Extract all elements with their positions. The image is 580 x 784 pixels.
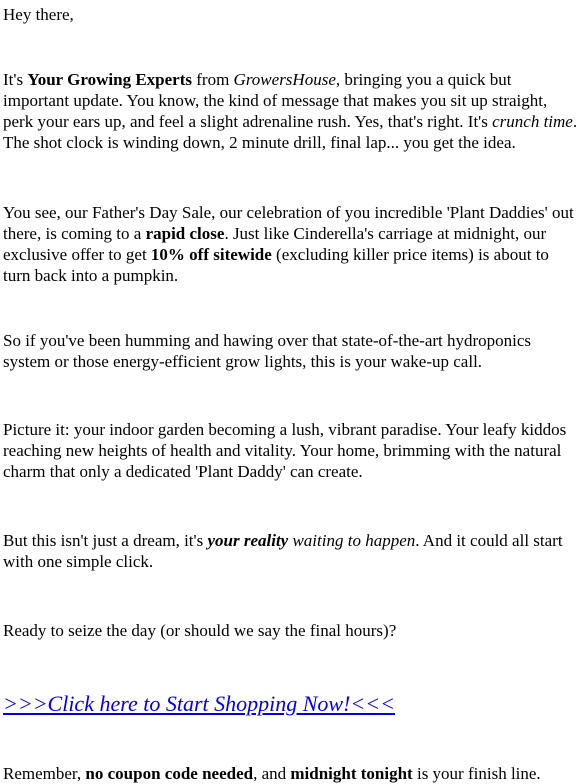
text: Remember, [3,764,86,783]
emphasis: waiting to happen [292,531,416,550]
text: . Just like Cinderella's carriage at midnight, our exclusive offer to get [3,224,547,264]
emphasis: no coupon code needed [85,764,254,783]
text: . And it could all start with one simple click. [3,531,563,571]
text: It's [3,70,28,89]
picture-it-paragraph: Picture it: your indoor garden becoming a lush, vibrant paradise. Your leafy kiddos reaching new heights of health and vitality. Your home, brimming with the natural charm that only a dedicated 'Plant Daddy' can create. [3,420,567,481]
wake-up-paragraph: So if you've been humming and hawing over that state-of-the-art hydroponics system or those energy-efficient grow lights, this is your wake-up call. [3,331,532,371]
emphasis: crunch time [492,112,573,131]
emphasis: rapid close [145,224,225,243]
text: You see, our Father's Day Sale, our celebration of you incredible 'Plant Daddies' out there, is coming to a [3,203,574,243]
text: (excluding killer price items) is about to turn back into a pumpkin. [3,245,549,285]
seize-day-paragraph: Ready to seize the day (or should we say the final hours)? [3,621,397,640]
store-name: GrowersHouse [233,70,336,89]
text: . The shot clock is winding down, 2 minute drill, final lap... you get the idea. [3,112,578,152]
text: But this isn't just a dream, it's [3,531,208,550]
sale-paragraph [3,202,579,286]
text: , bringing you a quick but important update. You know, the kind of message that makes you sit up straight, perk your ears up, and feel a slight adrenaline rush. Yes, that's right. It's [3,70,548,131]
intro-paragraph [3,69,579,153]
dream-paragraph [3,530,579,572]
discount-text: 10% off sitewide [150,245,272,264]
brand-name: Your Growing Experts [27,70,192,89]
emphasis: midnight tonight [290,764,413,783]
greeting: Hey there, [3,5,74,24]
start-shopping-link[interactable]: >>>Click here to Start Shopping Now!<<< [3,691,395,716]
cta-container [3,690,395,718]
text: from [192,70,234,89]
emphasis: your reality [207,531,289,550]
text: , and [253,764,291,783]
text: is your finish line. [412,764,541,783]
